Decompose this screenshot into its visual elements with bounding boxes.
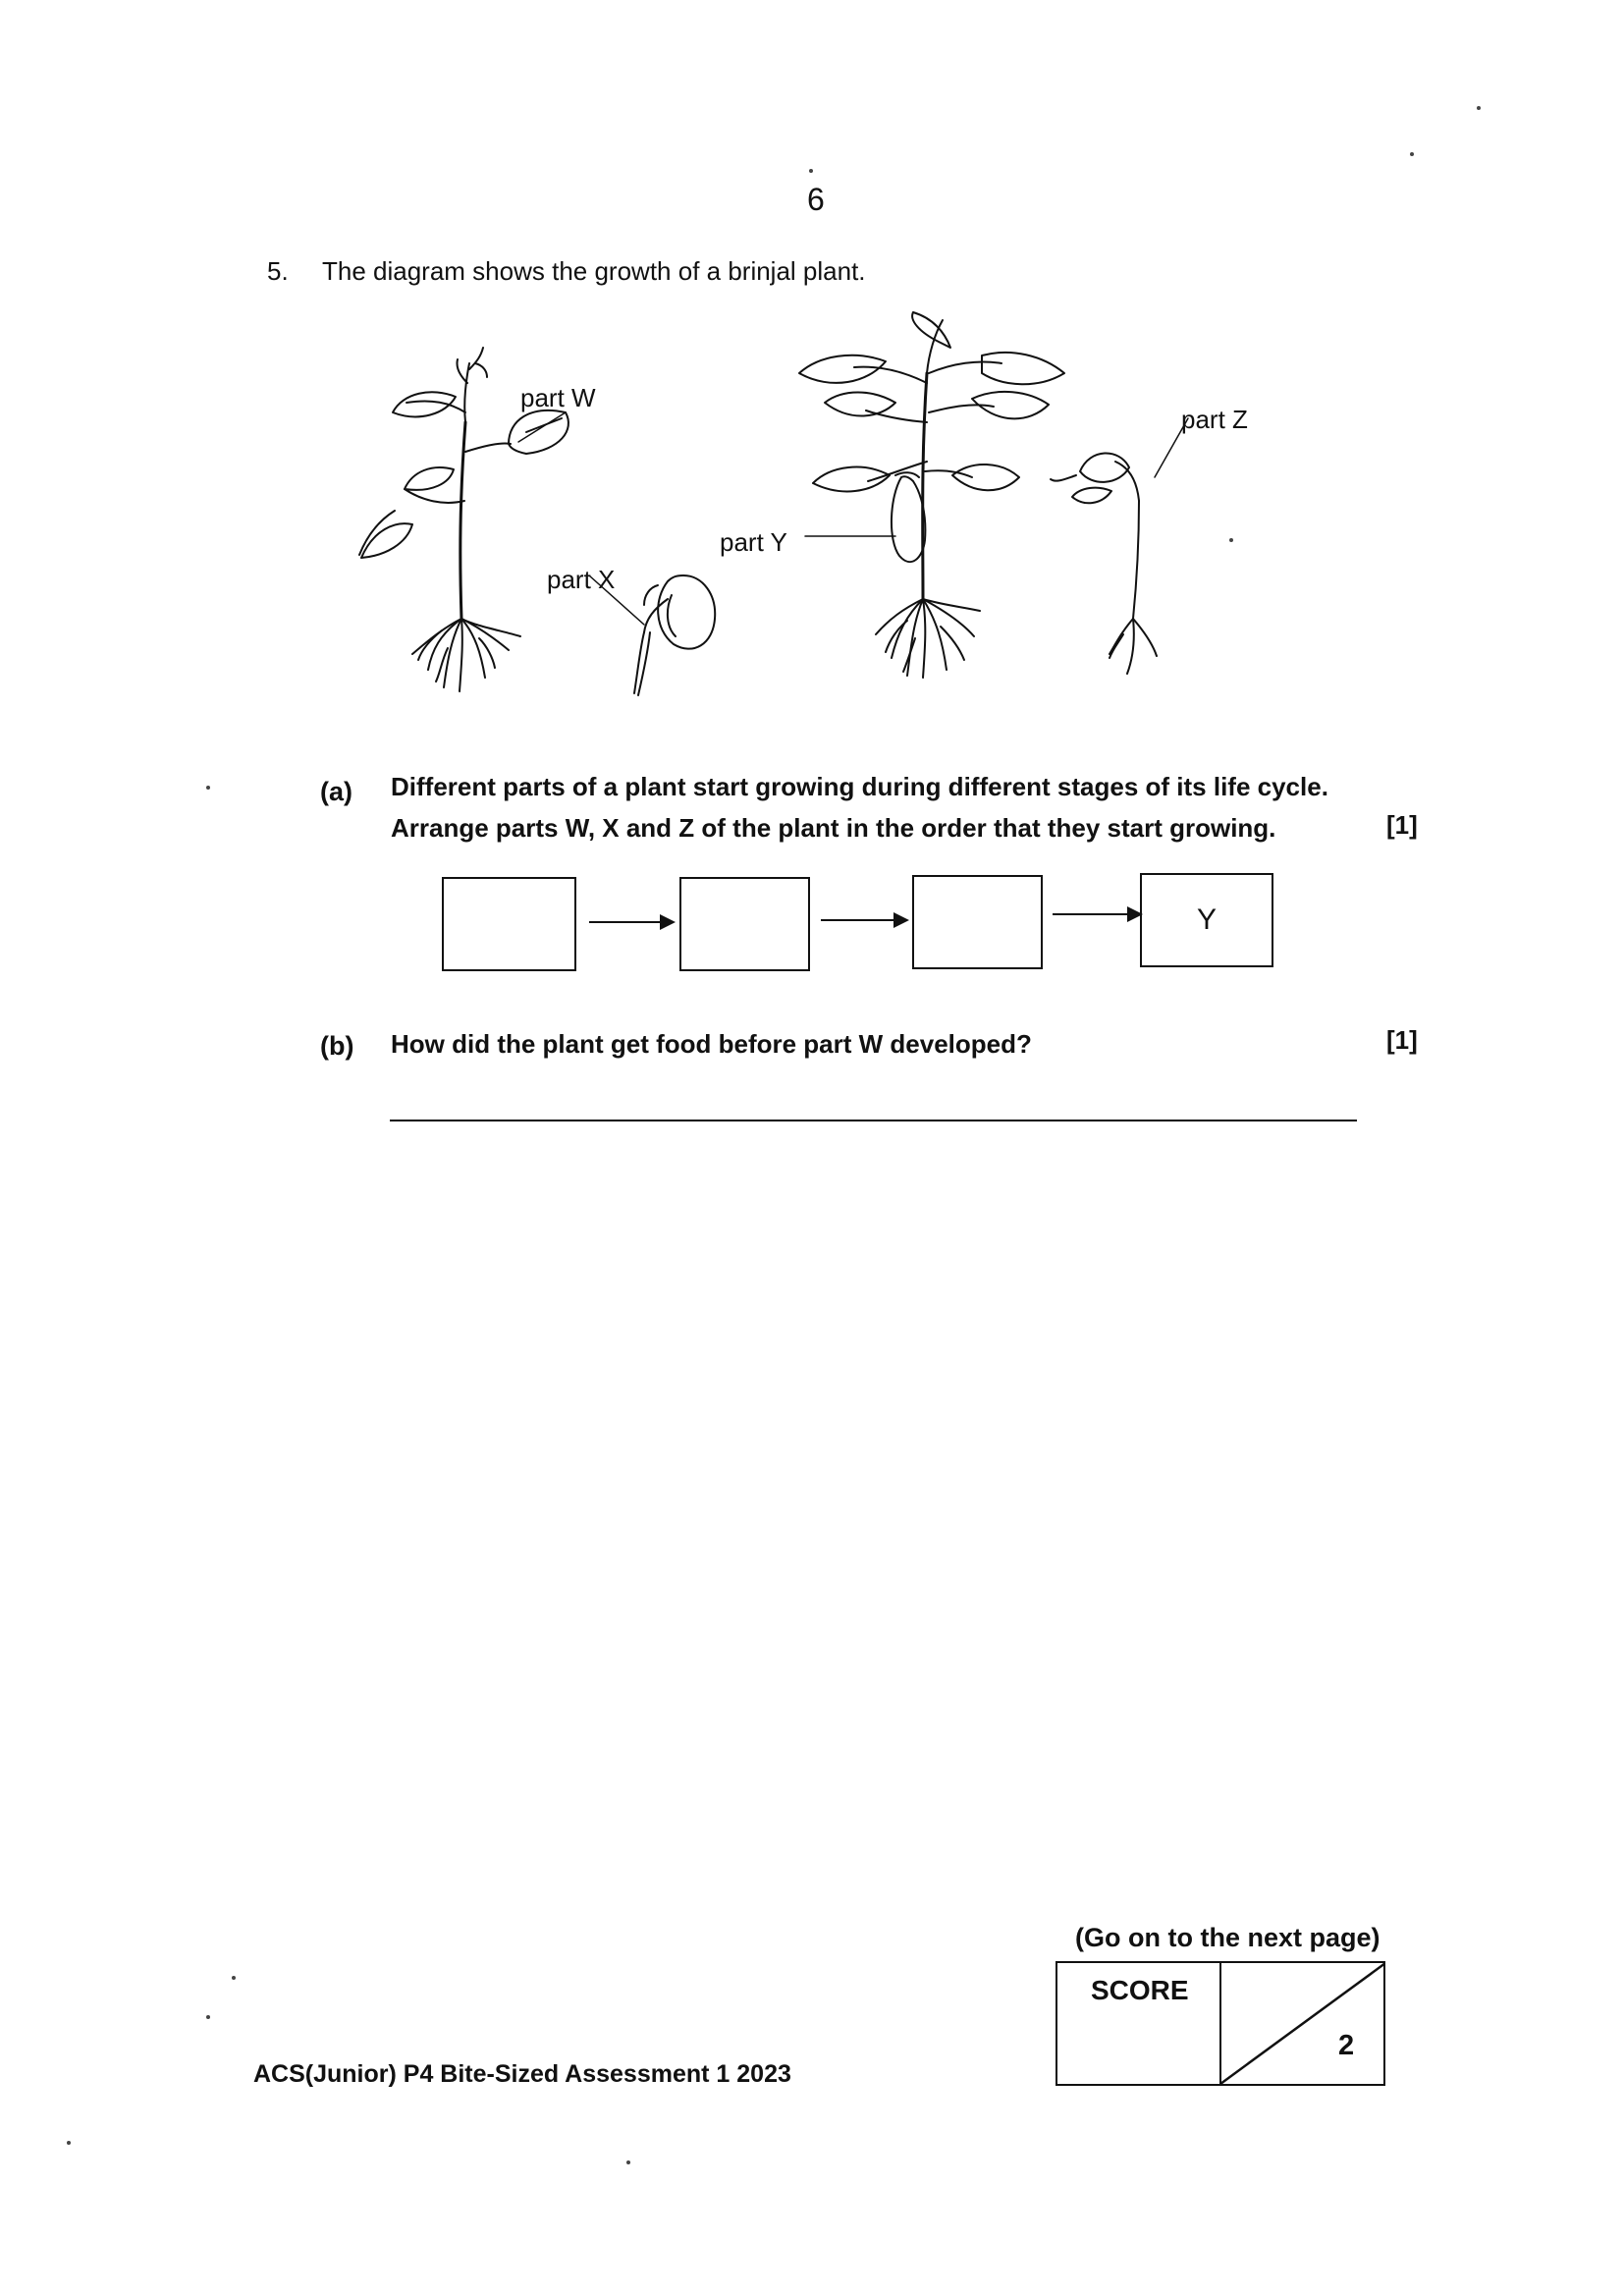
part-b-answer-line[interactable] [390, 1120, 1357, 1121]
part-a-letter: (a) [320, 777, 352, 806]
question-number: 5. [267, 256, 289, 286]
part-b-marks: [1] [1386, 1025, 1418, 1055]
score-label: SCORE [1091, 1975, 1189, 2005]
scan-speck [206, 786, 210, 790]
page-number: 6 [807, 182, 825, 217]
score-box [1056, 1961, 1385, 2086]
scan-speck [206, 2015, 210, 2019]
sequence-arrow-1 [589, 921, 674, 923]
scan-speck [626, 2160, 630, 2164]
mature-plant-drawing [799, 312, 1064, 678]
part-a-line-2: Arrange parts W, X and Z of the plant in the order that they start growing. [391, 813, 1276, 843]
seedling-drawing [1051, 453, 1157, 674]
score-slash [1220, 1963, 1385, 2084]
assessment-footer: ACS(Junior) P4 Bite-Sized Assessment 1 2023 [253, 2060, 791, 2088]
go-on-note: (Go on to the next page) [1075, 1923, 1380, 1952]
part-b-letter: (b) [320, 1031, 354, 1061]
plant-growth-diagram [334, 304, 1276, 717]
score-total: 2 [1338, 2030, 1355, 2061]
part-a-marks: [1] [1386, 810, 1418, 840]
germinating-seed-drawing [634, 575, 715, 695]
part-w-label: part W [520, 383, 596, 412]
scan-speck [232, 1976, 236, 1980]
scan-speck [67, 2141, 71, 2145]
sequence-box-3[interactable] [912, 875, 1043, 969]
sequence-box-1[interactable] [442, 877, 576, 971]
scan-speck [1229, 538, 1233, 542]
part-x-label: part X [547, 565, 616, 594]
sequence-box-4: Y [1140, 873, 1273, 967]
sequence-arrow-2 [821, 919, 907, 921]
scan-speck [1410, 152, 1414, 156]
scan-speck [1477, 106, 1481, 110]
sequence-arrow-3 [1053, 913, 1141, 915]
part-a-line-1: Different parts of a plant start growing during different stages of its life cycle. [391, 772, 1328, 801]
part-z-label: part Z [1181, 405, 1248, 434]
part-y-label: part Y [720, 527, 787, 557]
question-text: The diagram shows the growth of a brinjal plant. [322, 256, 866, 286]
scan-speck [809, 169, 813, 173]
part-a-question [391, 766, 1373, 848]
part-b-question: How did the plant get food before part W developed? [391, 1029, 1032, 1059]
sequence-box-2[interactable] [679, 877, 810, 971]
